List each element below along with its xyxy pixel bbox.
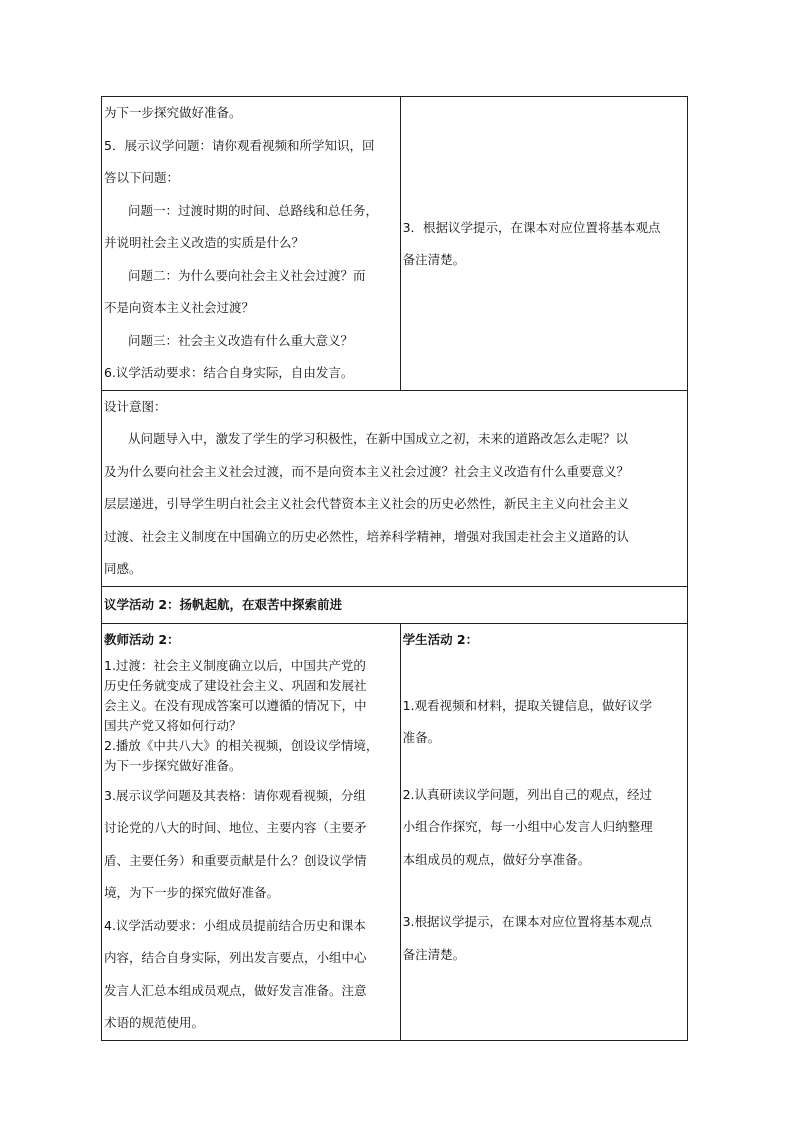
text-line: 术语的规范使用。 <box>104 1015 205 1030</box>
design-intent-title: 设计意图： <box>104 398 167 414</box>
question-three: 问题三：社会主义改造有什么重大意义？ <box>128 332 354 348</box>
text-line: 1.过渡：社会主义制度确立以后，中国共产党的 <box>104 657 366 673</box>
question-one: 问题一：过渡时期的时间、总路线和总任务， <box>128 202 379 218</box>
activity2-title-row <box>102 586 688 623</box>
text-line: 准备。 <box>402 730 441 745</box>
text-line: 盾、主要任务）和重要贡献是什么？创设议学情 <box>104 852 367 868</box>
text-line: 国共产党又将如何行动？ <box>104 717 242 733</box>
text-line: 为下一步探究做好准备。 <box>104 105 242 120</box>
text-line: 会主义。在没有现成答案可以遵循的情况下，中 <box>104 697 367 713</box>
text-line: 2.认真研读议学问题，列出自己的观点，经过 <box>402 786 653 802</box>
activity2-title-cell <box>102 586 688 623</box>
text-line: 1.观看视频和材料，提取关键信息，做好议学 <box>402 697 653 713</box>
text-line: 层层递进，引导学生明白社会主义社会代替资本主义社会的历史必然性，新民主主义向社会主义 <box>104 496 630 511</box>
text-line: 本组成员的观点，做好分享准备。 <box>402 851 591 867</box>
text-line: 讨论党的八大的时间、地位、主要内容（主要矛 <box>104 820 367 835</box>
text-line: 3.根据议学提示，在课本对应位置将基本观点 <box>402 914 653 929</box>
activity1-student-cell <box>400 97 687 391</box>
activity2-student-cell <box>400 623 687 1040</box>
lesson-plan-table <box>101 96 688 1041</box>
text-line: 及为什么要向社会主义社会过渡，而不是向资本主义社会过渡？社会主义改造有什么重要意义？ <box>104 463 630 479</box>
text-line: 发言人汇总本组成员观点，做好发言准备。注意 <box>104 982 367 998</box>
text-line: 从问题导入中，激发了学生的学习积极性，在新中国成立之初，未来的道路改怎么走呢？以 <box>128 431 629 446</box>
text-line: 境，为下一步的探究做好准备。 <box>104 885 280 900</box>
text-line: 备注清楚。 <box>402 946 466 962</box>
text-line: 答以下问题： <box>104 170 180 185</box>
text-line: 不是向资本主义社会过渡？ <box>104 300 255 315</box>
activity1-teacher-cell <box>102 97 401 391</box>
text-line: 3.展示议学问题及其表格：请你观看视频，分组 <box>104 787 366 803</box>
activity2-title: 议学活动 2：扬帆起航，在艰苦中探索前进 <box>104 596 343 612</box>
text-line: 历史任务就变成了建设社会主义、巩固和发展社 <box>104 677 367 693</box>
question-two: 问题二：为什么要向社会主义社会过渡？而 <box>128 267 366 283</box>
text-line: 小组合作探究，每一小组中心发言人归纳整理 <box>402 819 653 834</box>
activity2-teacher-cell <box>102 623 401 1040</box>
text-line: 同感。 <box>104 561 142 576</box>
text-line: 备注清楚。 <box>402 252 466 268</box>
teacher-activity-header: 教师活动 2： <box>104 631 180 647</box>
text-line: 并说明社会主义改造的实质是什么？ <box>104 235 305 250</box>
text-line: 3．根据议学提示，在课本对应位置将基本观点 <box>402 219 661 235</box>
text-line: 4.议学活动要求：小组成员提前结合历史和课本 <box>104 917 366 933</box>
text-line: 内容，结合自身实际，列出发言要点，小组中心 <box>104 950 367 965</box>
text-line: 为下一步探究做好准备。 <box>104 757 242 773</box>
text-line: 6.议学活动要求：结合自身实际，自由发言。 <box>104 365 354 380</box>
activity2-row <box>102 623 688 1040</box>
design-intent-row <box>102 390 688 586</box>
design-intent-cell <box>102 390 688 586</box>
student-activity-header: 学生活动 2： <box>402 631 479 647</box>
activity1-row <box>102 97 688 391</box>
text-line: 过渡、社会主义制度在中国确立的历史必然性，培养科学精神，增强对我国走社会主义道路的认 <box>104 528 630 544</box>
text-line: 5．展示议学问题：请你观看视频和所学知识，回 <box>104 137 375 153</box>
text-line: 2.播放《中共八大》的相关视频，创设议学情境， <box>104 737 379 753</box>
lesson-plan-page <box>101 96 688 1041</box>
